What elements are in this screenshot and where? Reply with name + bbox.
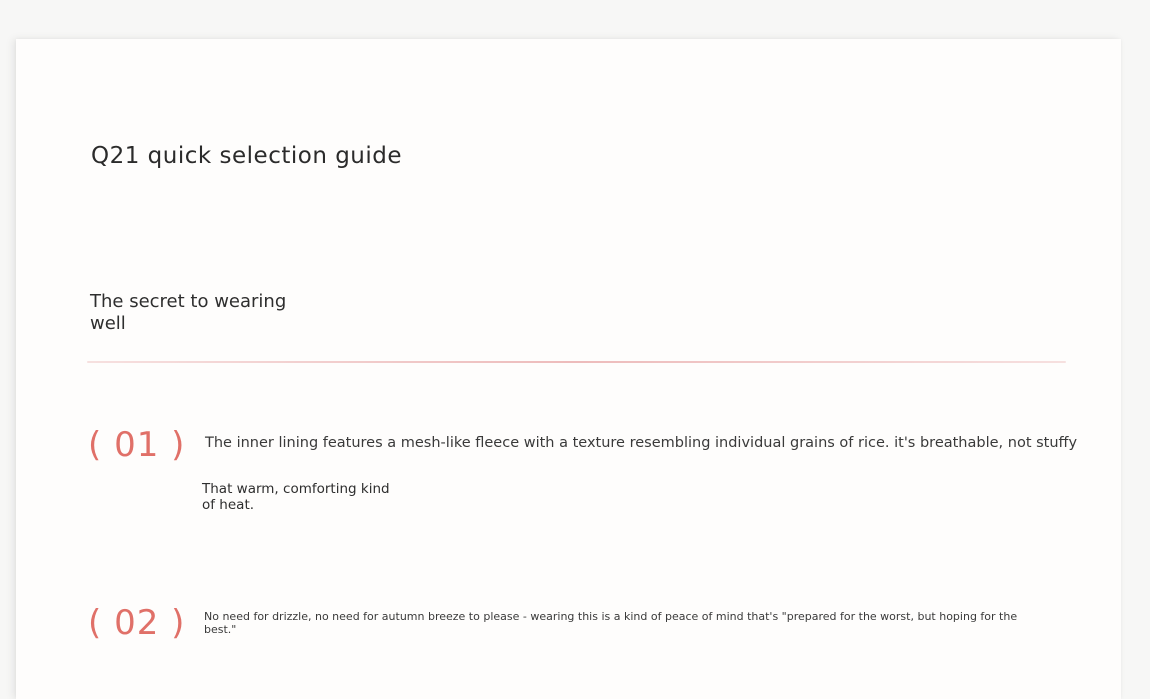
item-subtext-01: That warm, comforting kind of heat. [202,481,390,513]
item-text-02: No need for drizzle, no need for autumn breeze to please - wearing this is a kind of peace of mind that's "prepared for the worst, but hoping for the best." [204,610,1018,636]
guide-card [16,39,1121,699]
item-text-01: The inner lining features a mesh-like fleece with a texture resembling individual grains of rice. it's breathable, not stuffy [205,435,1078,451]
section-subtitle: The secret to wearing well [90,291,287,334]
item-number-01: ( 01 ) [88,425,186,465]
page-title: Q21 quick selection guide [91,143,403,169]
item-number-02: ( 02 ) [88,603,186,643]
divider-line [87,361,1066,363]
